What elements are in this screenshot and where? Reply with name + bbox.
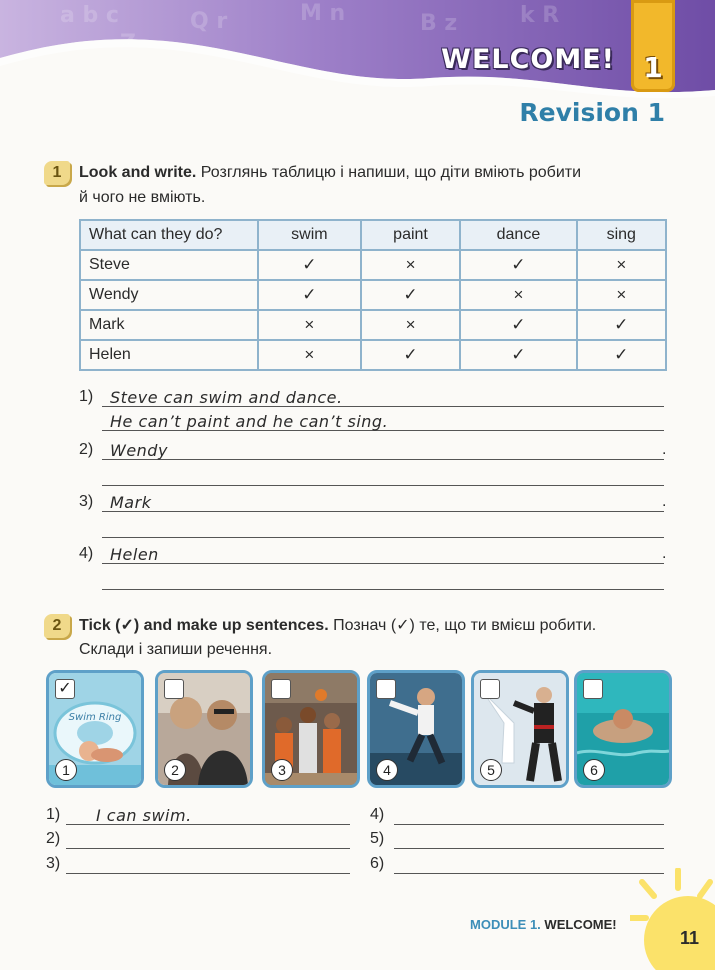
unit-number: 1 [643,51,663,84]
photo-number: 6 [583,759,605,781]
sentence-line[interactable] [66,826,350,849]
photo-dancing [367,670,465,788]
photo-number: 5 [480,759,502,781]
table-cell-mark: ✓ [258,250,361,280]
answer-period: . [662,493,667,510]
answer-number: 2) [79,441,94,458]
photo-basketball [262,670,360,788]
ability-table [79,219,667,371]
answer-period: . [662,545,667,562]
answer-number: 1) [79,388,94,405]
task2-instruction [79,614,699,638]
task1-instruction [79,161,679,185]
table-cell-mark: × [577,250,666,280]
photo-pool-swimming [574,670,672,788]
tick-checkbox[interactable]: ✓ [55,679,75,699]
sentence-line[interactable] [394,826,664,849]
table-header-cell: sing [577,220,666,250]
table-cell-mark: ✓ [577,340,666,370]
task1-number: 1 [44,161,70,185]
table-cell-mark: × [460,280,576,310]
sentence-line[interactable] [394,802,664,825]
table-row [80,340,666,370]
svg-text:Z: Z [120,31,136,56]
table-row-name: Steve [80,250,258,280]
footer-module-title: WELCOME! [544,917,617,932]
table-row-name: Wendy [80,280,258,310]
sentence-number: 2) [46,830,61,847]
table-header-row [80,220,666,250]
revision-title: Revision 1 [519,98,665,127]
table-cell-mark: × [258,310,361,340]
sentence-number: 1) [46,806,61,823]
table-header-cell: dance [460,220,576,250]
answer-line[interactable] [102,489,667,512]
table-header-cell: What can they do? [80,220,258,250]
photo-karate [471,670,569,788]
footer-module-label: MODULE 1. [470,917,541,932]
unit-badge [631,0,675,92]
table-row [80,310,666,340]
table-cell-mark: ✓ [361,280,461,310]
svg-text:k R: k R [520,3,560,28]
table-header-cell: swim [258,220,361,250]
answer-line[interactable] [102,437,667,460]
svg-text:a b c: a b c [60,3,119,28]
sentence-line[interactable] [394,851,664,874]
answer-period: . [662,441,667,458]
task2-number: 2 [44,614,70,638]
table-cell-mark: ✓ [361,340,461,370]
task2-instruction-line2: Склади і запиши речення. [79,641,273,658]
photo-number: 2 [164,759,186,781]
photo-singing [155,670,253,788]
tick-checkbox[interactable] [480,679,500,699]
task1-instruction-bold: Look and write. [79,164,197,181]
tick-checkbox[interactable] [271,679,291,699]
task2-instruction-bold: Tick (✓) and make up sentences. [79,617,329,634]
table-row-name: Helen [80,340,258,370]
sentence-number: 5) [370,830,385,847]
table-cell-mark: × [577,280,666,310]
tick-checkbox[interactable] [583,679,603,699]
answer-handwriting: He can’t paint and he can’t sing. [110,412,389,431]
table-cell-mark: × [258,340,361,370]
sentence-number: 4) [370,806,385,823]
footer-module [470,917,617,932]
photo-number: 4 [376,759,398,781]
svg-text:Q r: Q r [190,9,228,34]
sentence-number: 3) [46,855,61,872]
header-title: WELCOME! [441,44,615,75]
answer-number: 4) [79,545,94,562]
table-cell-mark: × [361,310,461,340]
table-cell-mark: ✓ [577,310,666,340]
ring-text: Swim Ring [68,712,122,723]
tick-checkbox[interactable] [376,679,396,699]
table-cell-mark: ✓ [258,280,361,310]
answer-number: 3) [79,493,94,510]
task1-instruction-line1: Розглянь таблицю і напиши, що діти вміють робити [200,164,582,181]
sentence-handwriting: I can swim. [96,806,192,825]
table-row-name: Mark [80,310,258,340]
table-header-cell: paint [361,220,461,250]
answer-line[interactable] [102,541,667,564]
photo-number: 3 [271,759,293,781]
photo-swimming [46,670,144,788]
table-cell-mark: ✓ [460,310,576,340]
page-number: 11 [679,928,700,948]
task1-instruction-line2: й чого не вміють. [79,189,206,206]
answer-line[interactable] [102,463,664,486]
task2-instruction-line1: Познач (✓) те, що ти вмієш робити. [333,617,597,634]
sentence-line[interactable] [66,851,350,874]
table-row [80,280,666,310]
table-cell-mark: ✓ [460,250,576,280]
tick-checkbox[interactable] [164,679,184,699]
answer-line[interactable] [102,567,664,590]
table-row [80,250,666,280]
answer-handwriting: Helen [110,545,159,564]
svg-text:M n: M n [300,1,346,26]
answer-handwriting: Wendy [110,441,168,460]
table-cell-mark: × [361,250,461,280]
answer-handwriting: Mark [110,493,152,512]
photo-number: 1 [55,759,77,781]
table-cell-mark: ✓ [460,340,576,370]
answer-handwriting: Steve can swim and dance. [110,388,343,407]
answer-line[interactable] [102,515,664,538]
sentence-number: 6) [370,855,385,872]
svg-text:B z: B z [420,11,458,36]
